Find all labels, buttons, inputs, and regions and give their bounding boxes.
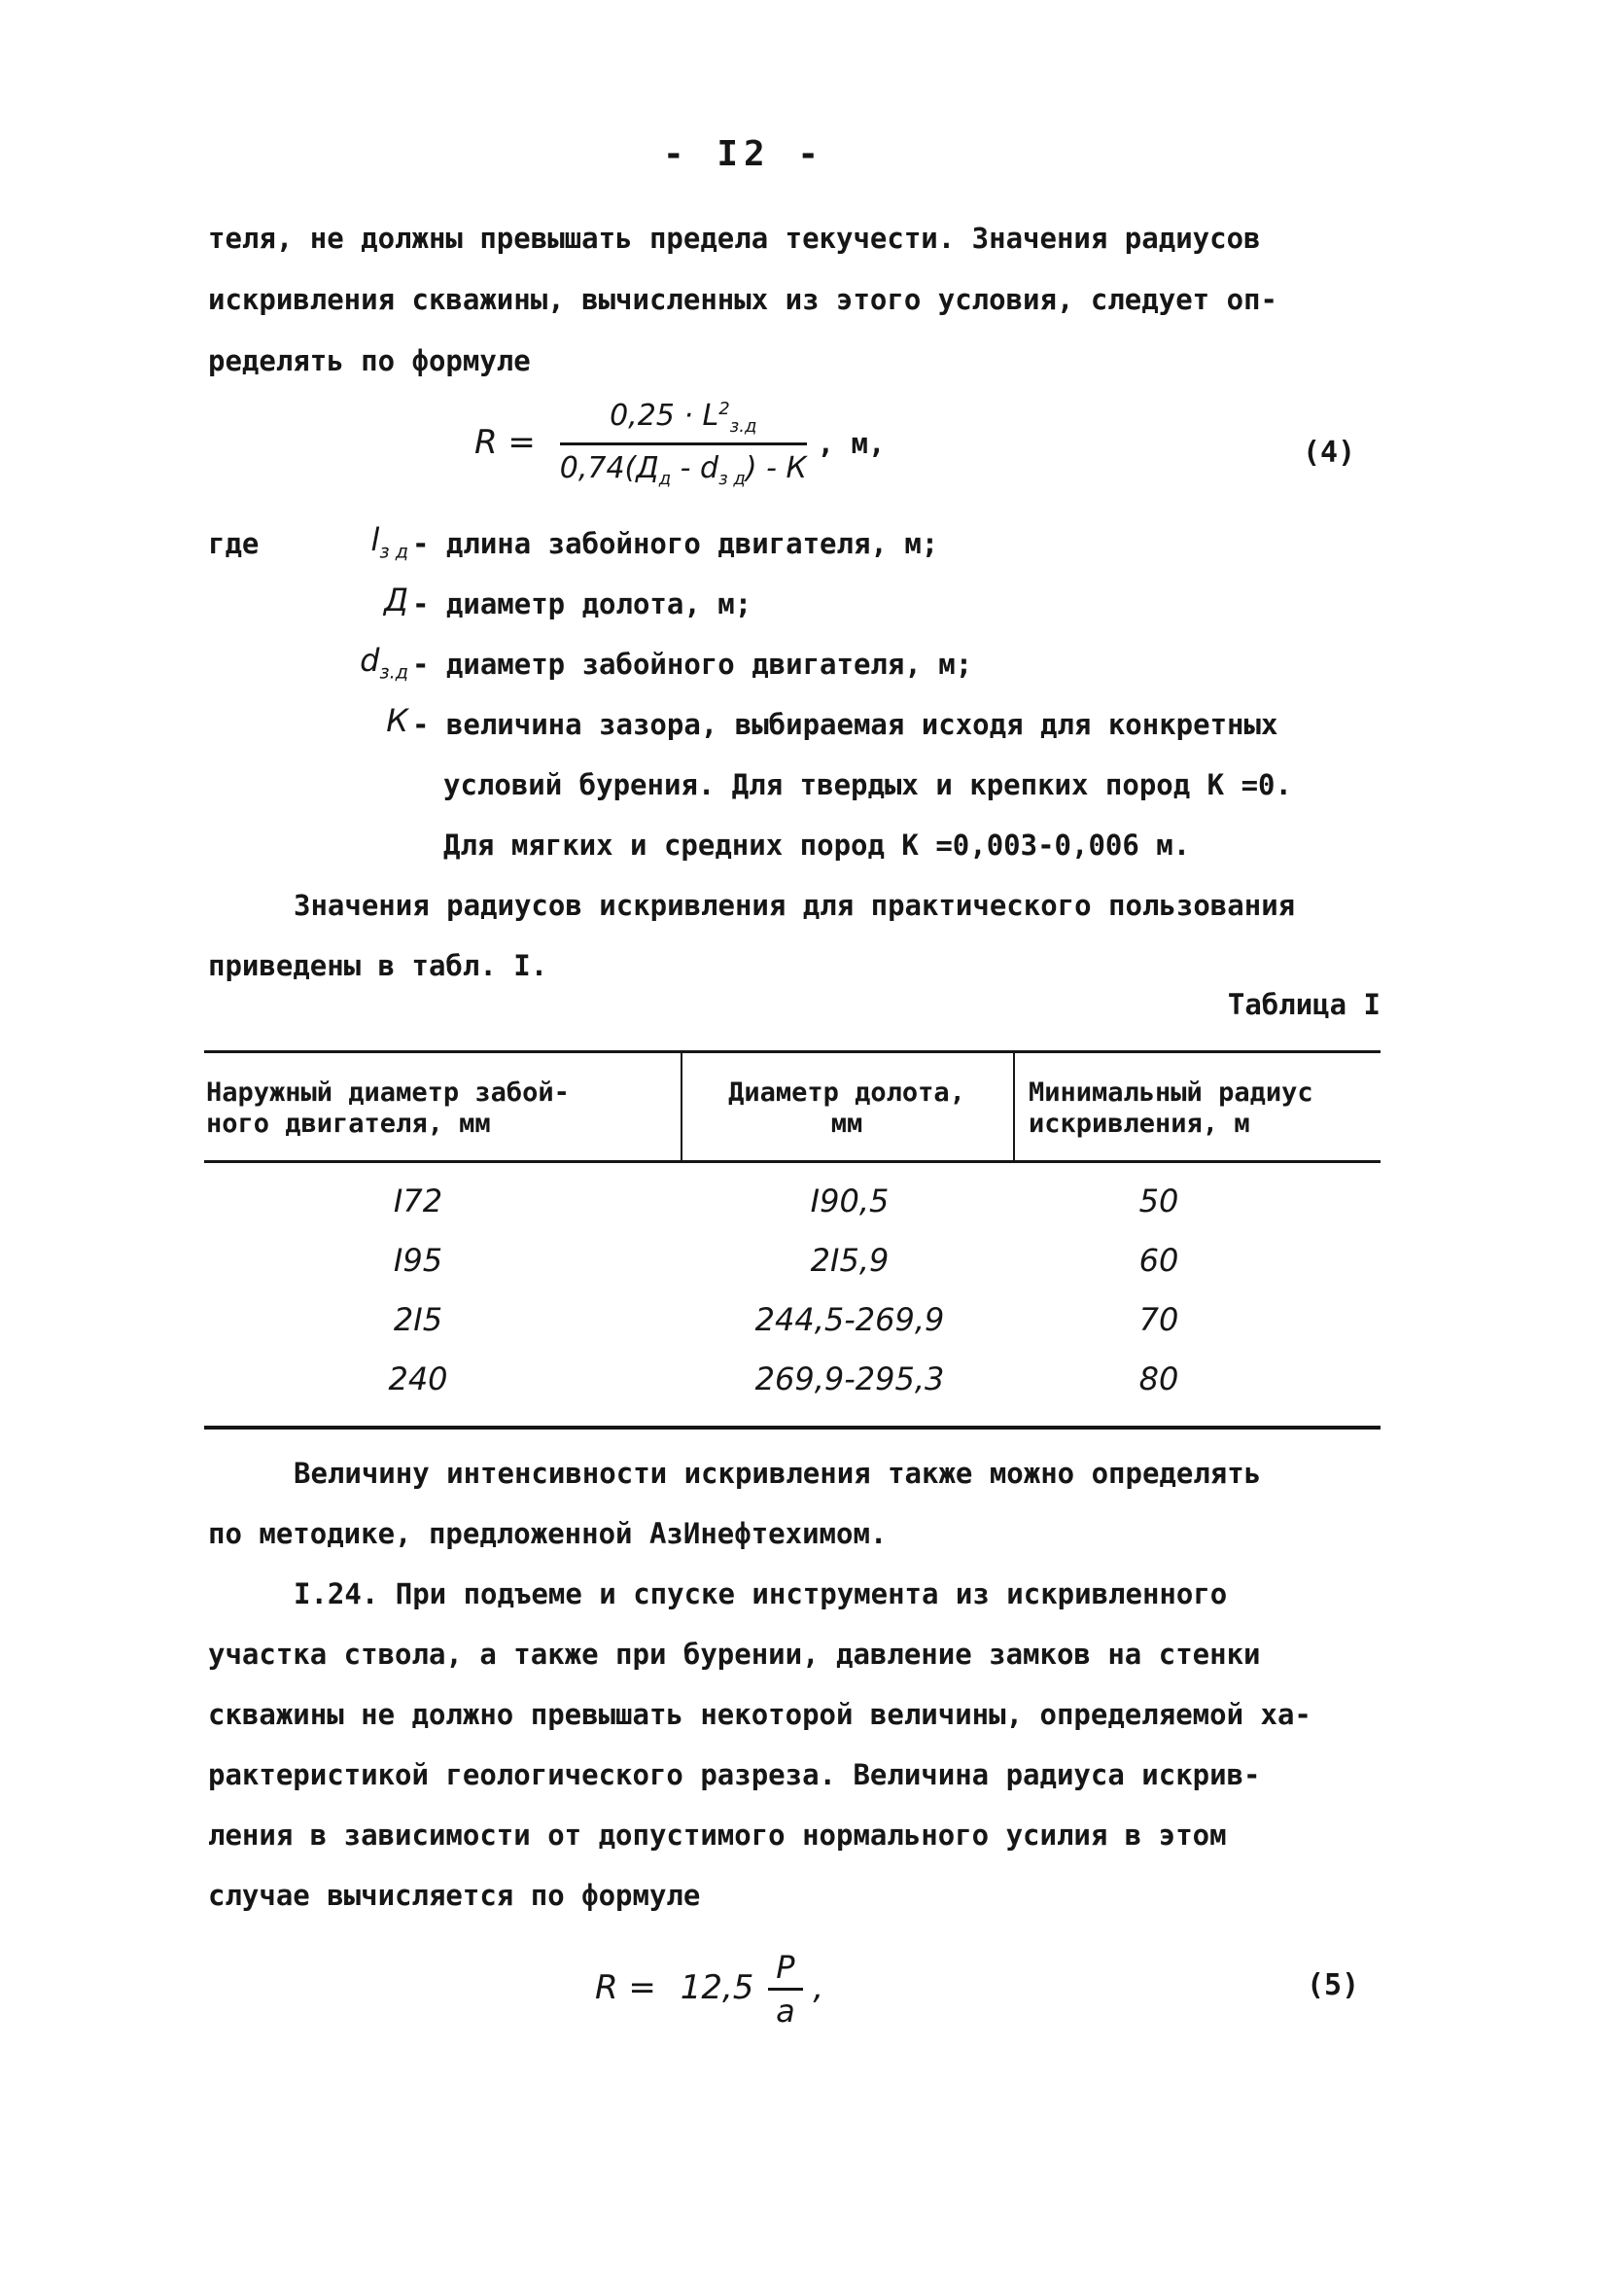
symbol-dzd: $d_{з.д}$ xyxy=(360,642,408,684)
definition-text: - длина забойного двигателя, м; xyxy=(412,527,939,560)
table-top-rule xyxy=(204,1050,1381,1053)
table-cell: 240 xyxy=(388,1360,448,1397)
symbol-lzd: $l_{з д}$ xyxy=(370,521,408,563)
formula-5 xyxy=(595,1949,823,2030)
text-line: ления в зависимости от допустимого нормального усилия в этом xyxy=(208,1819,1227,1852)
page-number: - I2 - xyxy=(662,134,825,174)
text-line: искривления скважины, вычисленных из этого условия, следует оп- xyxy=(208,283,1277,316)
table-caption: Таблица I xyxy=(1227,988,1381,1021)
definition-continuation: условий бурения. Для твердых и крепких пород К =0. xyxy=(443,768,1292,801)
table-cell: 50 xyxy=(1138,1183,1179,1219)
text-line: скважины не должно превышать некоторой величины, определяемой ха- xyxy=(208,1698,1311,1731)
definition-text: - диаметр забойного двигателя, м; xyxy=(412,648,973,681)
text-line: ределять по формуле xyxy=(208,344,531,377)
table-cell: 244,5-269,9 xyxy=(754,1301,945,1338)
text-line: случае вычисляется по формуле xyxy=(208,1879,701,1912)
table-cell: 70 xyxy=(1138,1301,1179,1338)
definition-continuation: Для мягких и средних пород К =0,003-0,006 м. xyxy=(443,829,1191,862)
table-cell: 2I5 xyxy=(393,1301,443,1338)
table-bottom-rule xyxy=(204,1426,1381,1430)
table-cell: I72 xyxy=(393,1183,443,1219)
table-header: Минимальный радиус искривления, м xyxy=(1029,1077,1313,1139)
formula-4-numerator: $0,25 \cdot L^2_{з.д}$ xyxy=(560,399,807,445)
text-line: теля, не должны превышать предела текучести. Значения радиусов xyxy=(208,222,1261,255)
table-cell: I95 xyxy=(393,1242,443,1279)
table-cell: 80 xyxy=(1138,1360,1179,1397)
formula-4-lhs: R = xyxy=(474,423,536,462)
table-cell: 2I5,9 xyxy=(810,1242,890,1279)
table-header: Диаметр долота, мм xyxy=(728,1077,965,1139)
text-line: приведены в табл. I. xyxy=(208,949,548,982)
formula-4-denominator: $0,74(Д_д - d_{з д})$ - К xyxy=(559,451,807,489)
table-header: Наружный диаметр забой- ного двигателя, мм xyxy=(206,1077,570,1139)
formula-5-tail: , xyxy=(813,1968,824,2007)
table-cell: 60 xyxy=(1138,1242,1179,1279)
formula-5-numerator: P xyxy=(768,1949,802,1991)
formula-5-coef: 12,5 xyxy=(680,1968,754,2007)
definition-text: - диаметр долота, м; xyxy=(412,587,752,620)
table-divider xyxy=(681,1053,682,1162)
formula-5-number: (5) xyxy=(1307,1968,1360,2002)
text-line: участка ствола, а также при бурении, давление замков на стенки xyxy=(208,1638,1261,1671)
table-header-rule xyxy=(204,1160,1381,1163)
where-label: где xyxy=(208,527,260,560)
formula-5-lhs: R = xyxy=(595,1968,656,2007)
formula-4-number: (4) xyxy=(1303,436,1356,470)
table-cell: 269,9-295,3 xyxy=(754,1360,945,1397)
text-line: Величину интенсивности искривления также можно определять xyxy=(294,1457,1262,1490)
text-line: по методике, предложенной АзИнефтехимом. xyxy=(208,1517,888,1550)
text-line: I.24. При подъеме и спуске инструмента из искривленного xyxy=(294,1577,1228,1610)
text-line: рактеристикой геологического разреза. Величина радиуса искрив- xyxy=(208,1758,1261,1791)
definition-text: - величина зазора, выбираемая исходя для конкретных xyxy=(412,708,1278,741)
formula-5-denominator: a xyxy=(776,1993,795,2030)
symbol-D: Д xyxy=(384,582,408,618)
formula-4 xyxy=(474,399,885,489)
table-cell: I90,5 xyxy=(810,1183,890,1219)
table-divider xyxy=(1013,1053,1015,1162)
formula-4-unit: , м, xyxy=(817,427,886,460)
text-line: Значения радиусов искривления для практического пользования xyxy=(294,889,1296,922)
symbol-K: К xyxy=(386,702,408,739)
